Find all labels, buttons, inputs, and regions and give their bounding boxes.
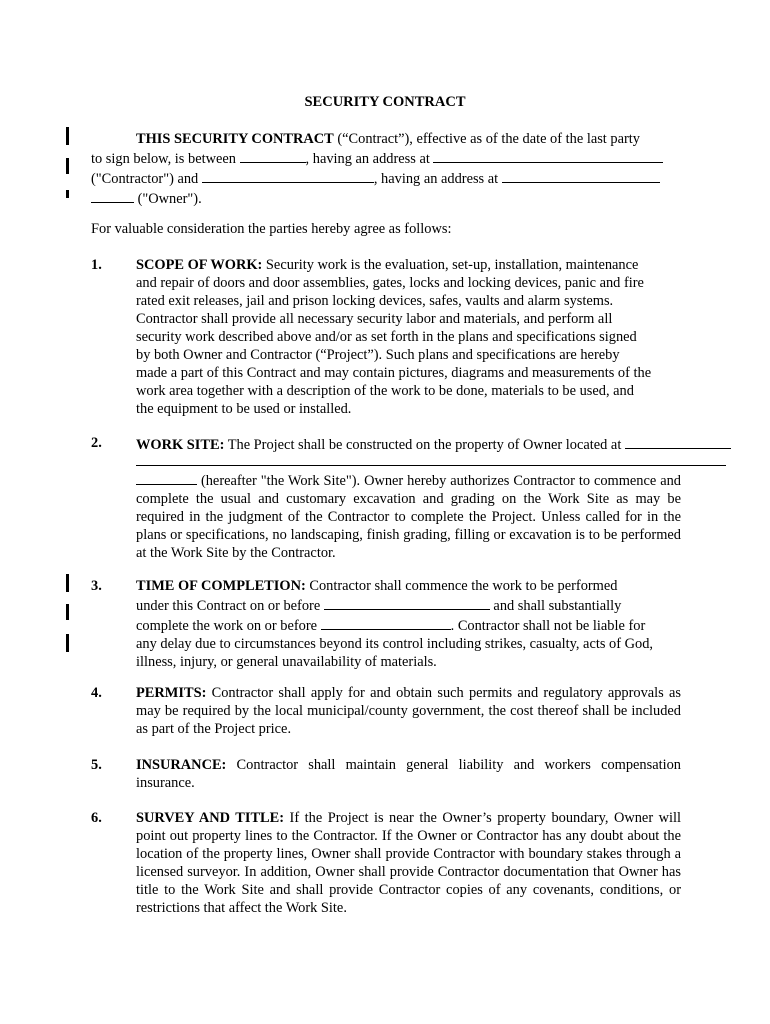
owner-address-field-cont[interactable]: [91, 188, 134, 203]
owner-address-field[interactable]: [502, 168, 660, 183]
section-number: 5.: [91, 757, 102, 773]
section-scope-of-work: SCOPE OF WORK: Security work is the evaluation, set-up, installation, maintenance and repair of doors and door assemblies, gates, locks and locking devices, panic and fire rated exit releases, jail and prison locking devices, safes, vaults and alarm systems. Contractor shall provide all necessary security labor and materials, and perform all security work described above and/or as set forth in the plans and specifications signed by both Owner and Contractor (“Project”). Such plans and specifications are hereby made a part of this Contract and may contain pictures, diagrams and measurements of the work area together with a description of the work to be done, materials to be used, and the equipment to be used or installed.: [136, 257, 652, 417]
completion-date-field[interactable]: [321, 615, 451, 630]
work-site-location-field-cont[interactable]: [136, 465, 726, 466]
section-number: 2.: [91, 435, 102, 451]
section-survey-and-title: SURVEY AND TITLE: If the Project is near the Owner’s property boundary, Owner will point out property lines to the Contractor. If the Owner or Contractor has any doubt about the location of the property lines, Owner shall provide Contractor with boundary stakes through a licensed surveyor. In addition, Owner shall provide Contractor documentation that Owner has title to the Work Site and shall provide Contractor copies of any covenants, conditions, or restrictions that affect the Work Site.: [136, 810, 681, 916]
revision-bar: [66, 604, 69, 620]
section-permits: PERMITS: Contractor shall apply for and obtain such permits and regulatory approvals as may be required by the local municipal/county government, the cost thereof shall be included as part of the Project price.: [136, 685, 681, 737]
contractor-address-field[interactable]: [433, 148, 663, 163]
contractor-name-field[interactable]: [240, 148, 306, 163]
section-heading: INSURANCE:: [136, 757, 227, 773]
section-number: 4.: [91, 685, 102, 701]
section-heading: TIME OF COMPLETION:: [136, 578, 306, 594]
section-number: 1.: [91, 257, 102, 273]
section-work-site-body: (hereafter "the Work Site"). Owner hereby authorizes Contractor to commence and complete the usual and customary excavation and grading on the Work Site as may be required in the judgment of the Contractor to complete the Project. Unless called for in the plans or specifications, no landscaping, finish grading, filling or excavation is to be performed at the Work Site by the Contractor.: [136, 470, 681, 562]
section-heading: WORK SITE:: [136, 437, 225, 453]
intro-paragraph: THIS SECURITY CONTRACT (“Contract”), effective as of the date of the last party to sign below, is between , having an address at ("Contractor") and , having an address at ("Owner").: [91, 130, 681, 208]
section-heading: SCOPE OF WORK:: [136, 257, 263, 273]
revision-bar: [66, 574, 69, 592]
intro-heading: THIS SECURITY CONTRACT: [136, 131, 334, 147]
section-number: 3.: [91, 578, 102, 594]
start-date-field[interactable]: [324, 595, 490, 610]
work-site-location-field-end[interactable]: [136, 470, 197, 485]
section-time-of-completion: TIME OF COMPLETION: Contractor shall commence the work to be performed under this Contract on or before and shall substantially complete the work on or before . Contractor shall not be liable for any delay due to circumstances beyond its control including strikes, casualty, acts of God, illness, injury, or general unavailability of materials.: [136, 578, 653, 670]
work-site-location-field[interactable]: [625, 434, 731, 449]
page-title: SECURITY CONTRACT: [304, 94, 466, 110]
section-number: 6.: [91, 810, 102, 826]
revision-bar: [66, 127, 69, 145]
owner-name-field[interactable]: [202, 168, 374, 183]
section-heading: SURVEY AND TITLE:: [136, 810, 285, 826]
section-work-site-first-line: WORK SITE: The Project shall be constructed on the property of Owner located at: [136, 434, 770, 454]
revision-bar: [66, 190, 69, 198]
section-heading: PERMITS:: [136, 685, 207, 701]
section-insurance: INSURANCE: Contractor shall maintain general liability and workers compensation insurance.: [136, 757, 681, 791]
consideration-text: For valuable consideration the parties hereby agree as follows:: [91, 221, 452, 237]
revision-bar: [66, 634, 69, 652]
revision-bar: [66, 158, 69, 174]
